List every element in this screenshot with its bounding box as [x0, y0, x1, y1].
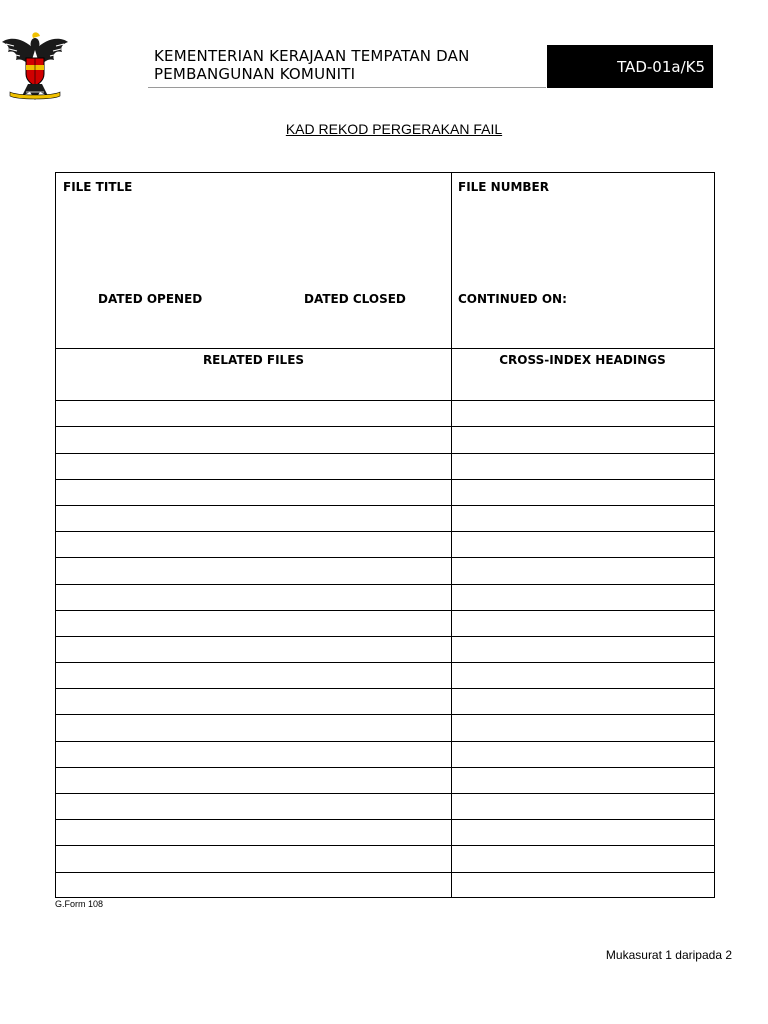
cross-index-cell[interactable] — [451, 873, 714, 898]
related-file-cell[interactable] — [56, 873, 451, 898]
cross-index-cell[interactable] — [451, 506, 714, 531]
table-row — [56, 374, 714, 400]
dated-opened-label: DATED OPENED — [98, 292, 203, 306]
table-row — [56, 819, 714, 845]
cross-index-cell[interactable] — [451, 427, 714, 452]
table-row — [56, 531, 714, 557]
header-divider — [148, 87, 546, 88]
file-title-label: FILE TITLE — [63, 180, 133, 194]
form-code: TAD-01a/K5 — [617, 57, 705, 76]
table-row — [56, 505, 714, 531]
related-file-cell[interactable] — [56, 480, 451, 505]
table-row — [56, 662, 714, 688]
cross-index-cell[interactable] — [451, 401, 714, 426]
related-file-cell[interactable] — [56, 742, 451, 767]
related-file-cell[interactable] — [56, 506, 451, 531]
table-row — [56, 636, 714, 662]
cross-index-cell[interactable] — [451, 480, 714, 505]
form-reference: G.Form 108 — [55, 899, 104, 909]
dated-closed-label: DATED CLOSED — [304, 292, 406, 306]
related-file-cell[interactable] — [56, 532, 451, 557]
cross-index-cell[interactable] — [451, 794, 714, 819]
cross-index-cell[interactable] — [451, 715, 714, 740]
cross-index-cell[interactable] — [451, 558, 714, 583]
ministry-name-line1: KEMENTERIAN KERAJAAN TEMPATAN DAN — [154, 47, 470, 65]
header-section-divider — [56, 348, 714, 349]
cross-index-cell[interactable] — [451, 454, 714, 479]
table-row — [56, 557, 714, 583]
cross-index-cell[interactable] — [451, 663, 714, 688]
cross-index-cell[interactable] — [451, 637, 714, 662]
related-file-cell[interactable] — [56, 637, 451, 662]
coat-of-arms-icon — [0, 30, 70, 102]
table-row — [56, 793, 714, 819]
cross-index-cell[interactable] — [451, 585, 714, 610]
table-row — [56, 767, 714, 793]
related-file-cell[interactable] — [56, 558, 451, 583]
table-row — [56, 584, 714, 610]
related-file-cell[interactable] — [56, 401, 451, 426]
table-row — [56, 610, 714, 636]
related-file-cell[interactable] — [56, 794, 451, 819]
form-title: KAD REKOD PERGERAKAN FAIL — [285, 121, 503, 137]
table-row — [56, 845, 714, 871]
table-row — [56, 688, 714, 714]
ministry-name-line2: PEMBANGUNAN KOMUNITI — [154, 65, 356, 83]
table-row — [56, 872, 714, 898]
related-file-cell[interactable] — [56, 611, 451, 636]
related-file-cell[interactable] — [56, 820, 451, 845]
blank-rows — [56, 374, 714, 897]
related-file-cell[interactable] — [56, 427, 451, 452]
related-file-cell[interactable] — [56, 768, 451, 793]
related-files-header: RELATED FILES — [202, 353, 305, 367]
table-row — [56, 426, 714, 452]
form-code-badge — [547, 45, 713, 88]
file-number-label: FILE NUMBER — [458, 180, 549, 194]
related-file-cell[interactable] — [56, 663, 451, 688]
related-file-cell[interactable] — [56, 374, 451, 400]
table-row — [56, 453, 714, 479]
table-row — [56, 741, 714, 767]
related-file-cell[interactable] — [56, 585, 451, 610]
cross-index-cell[interactable] — [451, 374, 714, 400]
ministry-name — [154, 47, 544, 83]
related-file-cell[interactable] — [56, 454, 451, 479]
table-row — [56, 714, 714, 740]
cross-index-header: CROSS-INDEX HEADINGS — [499, 353, 666, 367]
continued-on-label: CONTINUED ON: — [458, 292, 567, 306]
related-file-cell[interactable] — [56, 715, 451, 740]
cross-index-cell[interactable] — [451, 611, 714, 636]
cross-index-cell[interactable] — [451, 768, 714, 793]
page-indicator: Mukasurat 1 daripada 2 — [605, 948, 732, 962]
related-file-cell[interactable] — [56, 689, 451, 714]
cross-index-cell[interactable] — [451, 689, 714, 714]
cross-index-cell[interactable] — [451, 846, 714, 871]
table-row — [56, 479, 714, 505]
related-file-cell[interactable] — [56, 846, 451, 871]
cross-index-cell[interactable] — [451, 820, 714, 845]
cross-index-cell[interactable] — [451, 742, 714, 767]
table-row — [56, 400, 714, 426]
file-record-table — [55, 172, 715, 898]
cross-index-cell[interactable] — [451, 532, 714, 557]
